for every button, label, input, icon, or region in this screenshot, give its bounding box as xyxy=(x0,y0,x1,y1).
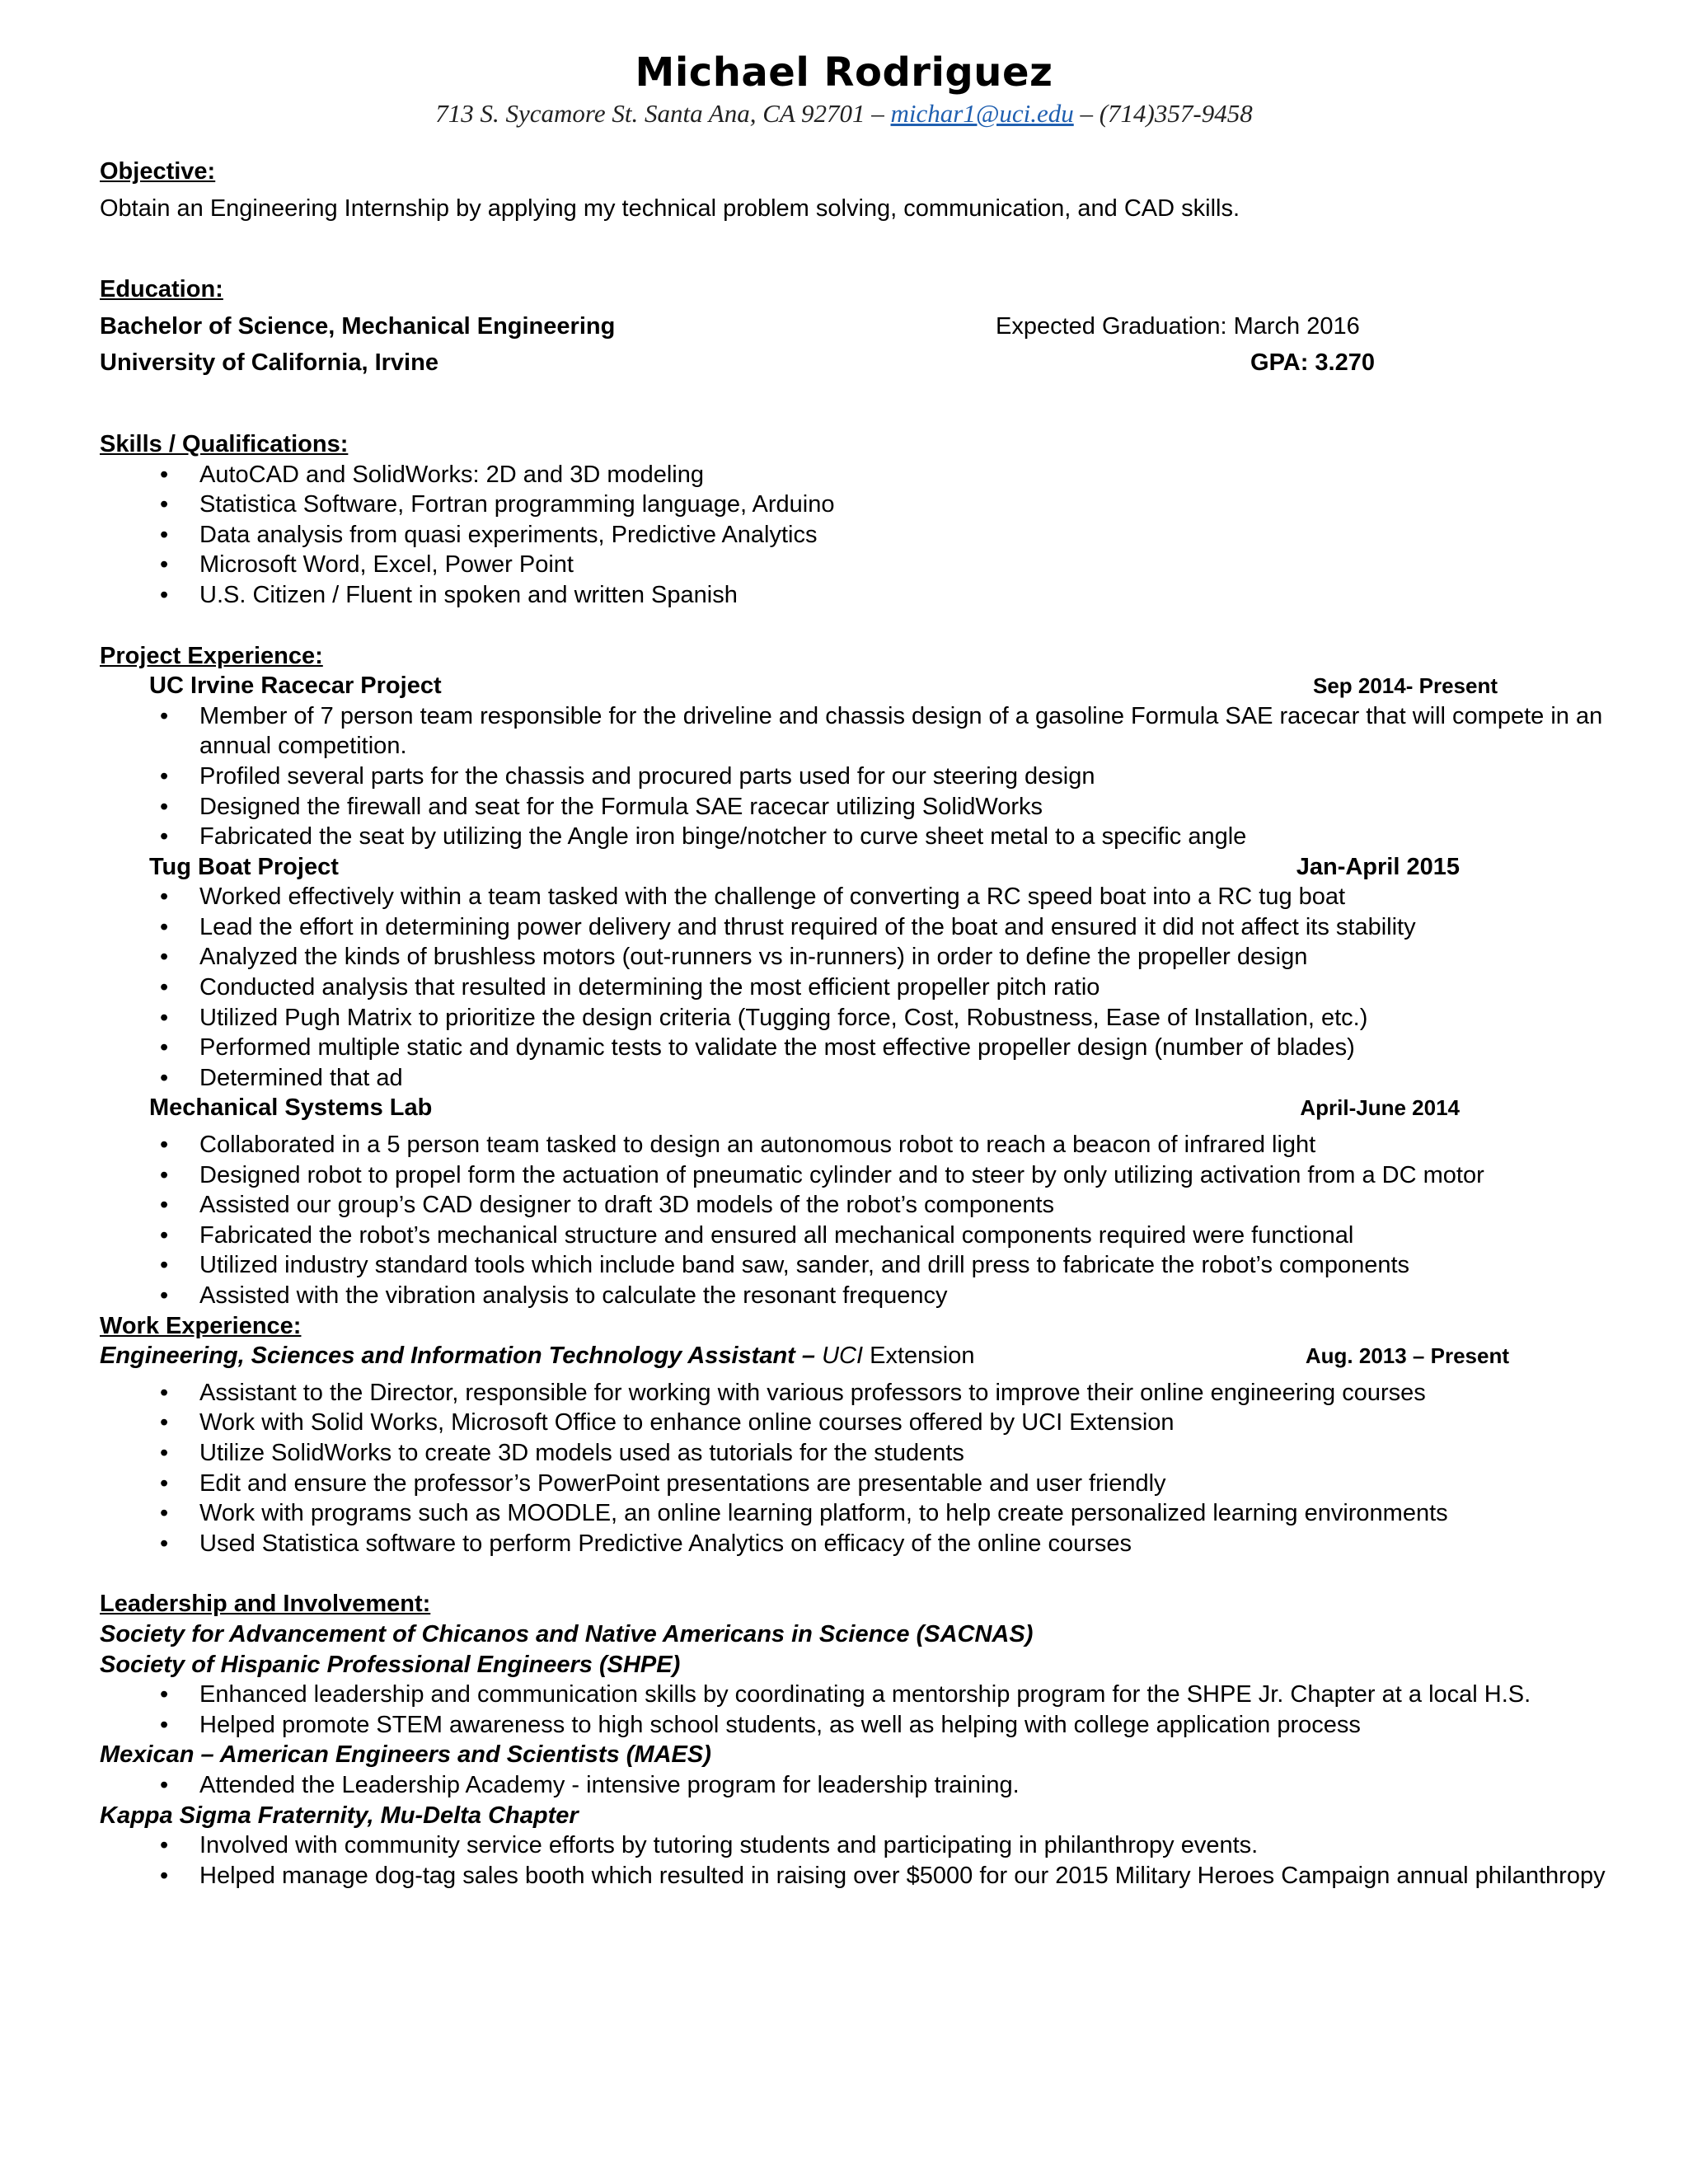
list-item: • Enhanced leadership and communication skills by coordinating a mentorship program for the SHPE Jr. Chapter at a local H.S. xyxy=(100,1680,1608,1710)
project-name: Tug Boat Project xyxy=(149,853,339,880)
list-item: • Fabricated the seat by utilizing the Angle iron binge/notcher to curve sheet metal to a specific angle xyxy=(100,822,1608,852)
org-name: Society for Advancement of Chicanos and Native Americans in Science (SACNAS) xyxy=(100,1620,1034,1647)
list-item: • Member of 7 person team responsible for the driveline and chassis design of a gasoline Formula SAE racecar that will compete in an annual competition. xyxy=(100,701,1608,762)
list-item: • U.S. Citizen / Fluent in spoken and written Spanish xyxy=(100,580,1608,611)
work-role: Engineering, Sciences and Information Technology Assistant – xyxy=(100,1343,816,1370)
objective-heading: Objective: xyxy=(100,158,216,185)
org-name: Society of Hispanic Professional Engineers (SHPE) xyxy=(100,1651,681,1678)
education-row-degree xyxy=(100,312,1375,342)
list-item: • Work with programs such as MOODLE, an online learning platform, to help create personalized learning environments xyxy=(100,1498,1608,1529)
list-item: • Lead the effort in determining power delivery and thrust required of the boat and ensured it did not affect its stability xyxy=(100,912,1608,943)
org-bullets xyxy=(100,1680,1608,1740)
education-row-school xyxy=(100,348,1375,378)
list-item: • Helped promote STEM awareness to high school students, as well as helping with college application process xyxy=(100,1710,1608,1741)
project-name: Mechanical Systems Lab xyxy=(149,1094,433,1122)
gpa: GPA: 3.270 xyxy=(1250,349,1375,377)
list-item: • Assisted our group’s CAD designer to draft 3D models of the robot’s components xyxy=(100,1190,1608,1221)
skills-heading: Skills / Qualifications: xyxy=(100,430,349,457)
work-header xyxy=(100,1341,1509,1371)
project-header xyxy=(100,1093,1460,1123)
list-item: • Utilized Pugh Matrix to prioritize the design criteria (Tugging force, Cost, Robustness, Ease of Installation, etc.) xyxy=(100,1003,1608,1033)
list-item: • Microsoft Word, Excel, Power Point xyxy=(100,550,1608,580)
phone: – (714)357-9458 xyxy=(1080,99,1253,128)
skills-list xyxy=(100,460,1608,611)
org-name: Mexican – American Engineers and Scientists (MAES) xyxy=(100,1741,711,1769)
projects-heading: Project Experience: xyxy=(100,642,323,669)
list-item: • Analyzed the kinds of brushless motors (out-runners vs in-runners) in order to define the propeller design xyxy=(100,942,1608,972)
list-item: • Helped manage dog-tag sales booth which resulted in raising over $5000 for our 2015 Military Heroes Campaign annual philanthropy xyxy=(100,1861,1608,1891)
school: University of California, Irvine xyxy=(100,349,438,377)
list-item: • Edit and ensure the professor’s PowerPoint presentations are presentable and user friendly xyxy=(100,1469,1608,1499)
address: 713 S. Sycamore St. Santa Ana, CA 92701 – xyxy=(435,99,884,128)
list-item: • Designed robot to propel form the actuation of pneumatic cylinder and to steer by only utilizing activation from a DC motor xyxy=(100,1160,1608,1191)
list-item: • Designed the firewall and seat for the Formula SAE racecar utilizing SolidWorks xyxy=(100,792,1608,823)
org-bullets xyxy=(100,1830,1608,1891)
list-item: • Used Statistica software to perform Predictive Analytics on efficacy of the online courses xyxy=(100,1529,1608,1559)
graduation-date: Expected Graduation: March 2016 xyxy=(996,312,1360,340)
work-role-line xyxy=(100,1341,974,1371)
list-item: • Utilize SolidWorks to create 3D models used as tutorials for the students xyxy=(100,1438,1608,1469)
project-bullets xyxy=(100,882,1608,1093)
objective-text: Obtain an Engineering Internship by applying my technical problem solving, communication, and CAD skills. xyxy=(100,194,1240,222)
project-header xyxy=(100,671,1498,701)
list-item: • Profiled several parts for the chassis and procured parts used for our steering design xyxy=(100,762,1608,792)
email-link[interactable]: michar1@uci.edu xyxy=(890,99,1074,128)
work-org: UCI xyxy=(822,1343,864,1370)
project-dates: Sep 2014- Present xyxy=(1312,673,1498,699)
list-item: • Performed multiple static and dynamic tests to validate the most effective propeller design (number of blades) xyxy=(100,1033,1608,1063)
list-item: • Collaborated in a 5 person team tasked to design an autonomous robot to reach a beacon of infrared light xyxy=(100,1130,1608,1160)
work-bullets xyxy=(100,1378,1608,1559)
list-item: • Utilized industry standard tools which include band saw, sander, and drill press to fabricate the robot’s components xyxy=(100,1250,1608,1281)
degree: Bachelor of Science, Mechanical Engineering xyxy=(100,312,616,340)
list-item: • Attended the Leadership Academy - intensive program for leadership training. xyxy=(100,1770,1608,1801)
list-item: • Assisted with the vibration analysis to calculate the resonant frequency xyxy=(100,1281,1608,1311)
list-item: • Work with Solid Works, Microsoft Office to enhance online courses offered by UCI Extension xyxy=(100,1408,1608,1438)
org-bullets xyxy=(100,1770,1608,1801)
list-item: • Determined that ad xyxy=(100,1063,1608,1094)
project-dates: Jan-April 2015 xyxy=(1296,853,1460,880)
education-heading: Education: xyxy=(100,276,223,303)
list-item: • Worked effectively within a team tasked with the challenge of converting a RC speed boat into a RC tug boat xyxy=(100,882,1608,912)
project-bullets xyxy=(100,701,1608,852)
list-item: • Involved with community service efforts by tutoring students and participating in philanthropy events. xyxy=(100,1830,1608,1861)
list-item: • Data analysis from quasi experiments, Predictive Analytics xyxy=(100,520,1608,551)
project-header xyxy=(100,852,1460,883)
work-heading: Work Experience: xyxy=(100,1312,302,1339)
list-item: • Assistant to the Director, responsible for working with various professors to improve their online engineering courses xyxy=(100,1378,1608,1408)
contact-line xyxy=(0,99,1688,129)
project-dates: April-June 2014 xyxy=(1300,1095,1460,1121)
list-item: • AutoCAD and SolidWorks: 2D and 3D modeling xyxy=(100,460,1608,490)
list-item: • Fabricated the robot’s mechanical structure and ensured all mechanical components required were functional xyxy=(100,1221,1608,1251)
leadership-heading: Leadership and Involvement: xyxy=(100,1591,431,1618)
project-name: UC Irvine Racecar Project xyxy=(149,673,442,700)
candidate-name: Michael Rodriguez xyxy=(635,49,1053,96)
list-item: • Conducted analysis that resulted in determining the most efficient propeller pitch ratio xyxy=(100,972,1608,1003)
project-bullets xyxy=(100,1130,1608,1311)
resume-body xyxy=(100,157,1608,1891)
work-org-suffix: Extension xyxy=(863,1343,975,1370)
list-item: • Statistica Software, Fortran programming language, Arduino xyxy=(100,490,1608,520)
org-name: Kappa Sigma Fraternity, Mu-Delta Chapter xyxy=(100,1802,579,1829)
work-dates: Aug. 2013 – Present xyxy=(1305,1343,1509,1369)
